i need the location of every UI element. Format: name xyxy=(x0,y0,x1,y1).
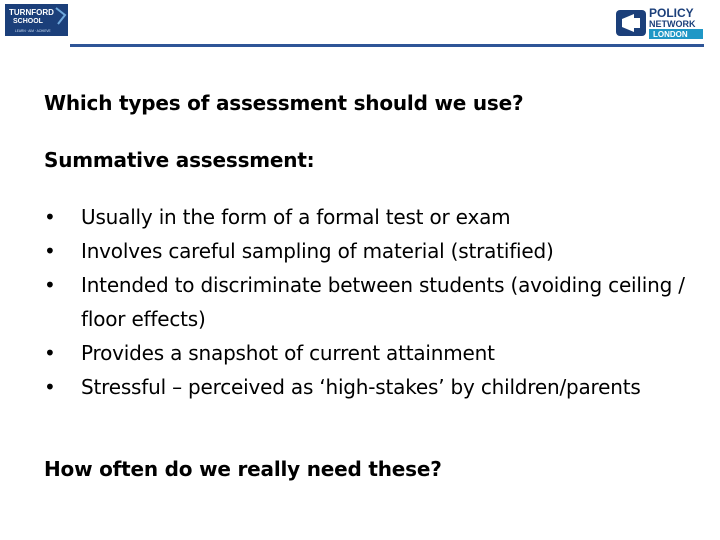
logo-tagline: LEARN · AIM · ACHIEVE xyxy=(15,29,51,33)
bullet-dot-icon: • xyxy=(44,205,56,229)
closing-question: How often do we really need these? xyxy=(44,457,442,481)
bullet-dot-icon: • xyxy=(44,273,56,297)
slide-header xyxy=(0,0,720,52)
bullet-list xyxy=(44,200,704,404)
logo-text-network: NETWORK xyxy=(649,19,696,29)
logo-text-turnford: TURNFORD xyxy=(9,8,54,17)
logo-text-policy: POLICY xyxy=(649,6,694,20)
bullet-item xyxy=(44,200,704,234)
header-divider xyxy=(70,44,704,47)
bullet-item xyxy=(44,336,704,370)
logo-text-london: LONDON xyxy=(653,30,688,39)
bullet-text: Provides a snapshot of current attainment xyxy=(81,341,495,365)
bullet-text: Stressful – perceived as ‘high-stakes’ by children/parents xyxy=(81,375,641,399)
policy-network-logo xyxy=(615,4,705,40)
policy-megaphone-icon xyxy=(616,10,646,36)
turnford-school-logo xyxy=(5,4,68,36)
bullet-item xyxy=(44,370,704,404)
bullet-dot-icon: • xyxy=(44,239,56,263)
slide-heading: Which types of assessment should we use? xyxy=(44,91,524,115)
logo-text-school: SCHOOL xyxy=(13,18,43,25)
bullet-dot-icon: • xyxy=(44,341,56,365)
bullet-text: Usually in the form of a formal test or exam xyxy=(81,205,511,229)
bullet-item xyxy=(44,268,704,336)
bullet-text: Intended to discriminate between students (avoiding ceiling / floor effects) xyxy=(81,273,685,331)
bullet-item xyxy=(44,234,704,268)
bullet-dot-icon: • xyxy=(44,375,56,399)
slide-subheading: Summative assessment: xyxy=(44,148,315,172)
bullet-text: Involves careful sampling of material (stratified) xyxy=(81,239,554,263)
